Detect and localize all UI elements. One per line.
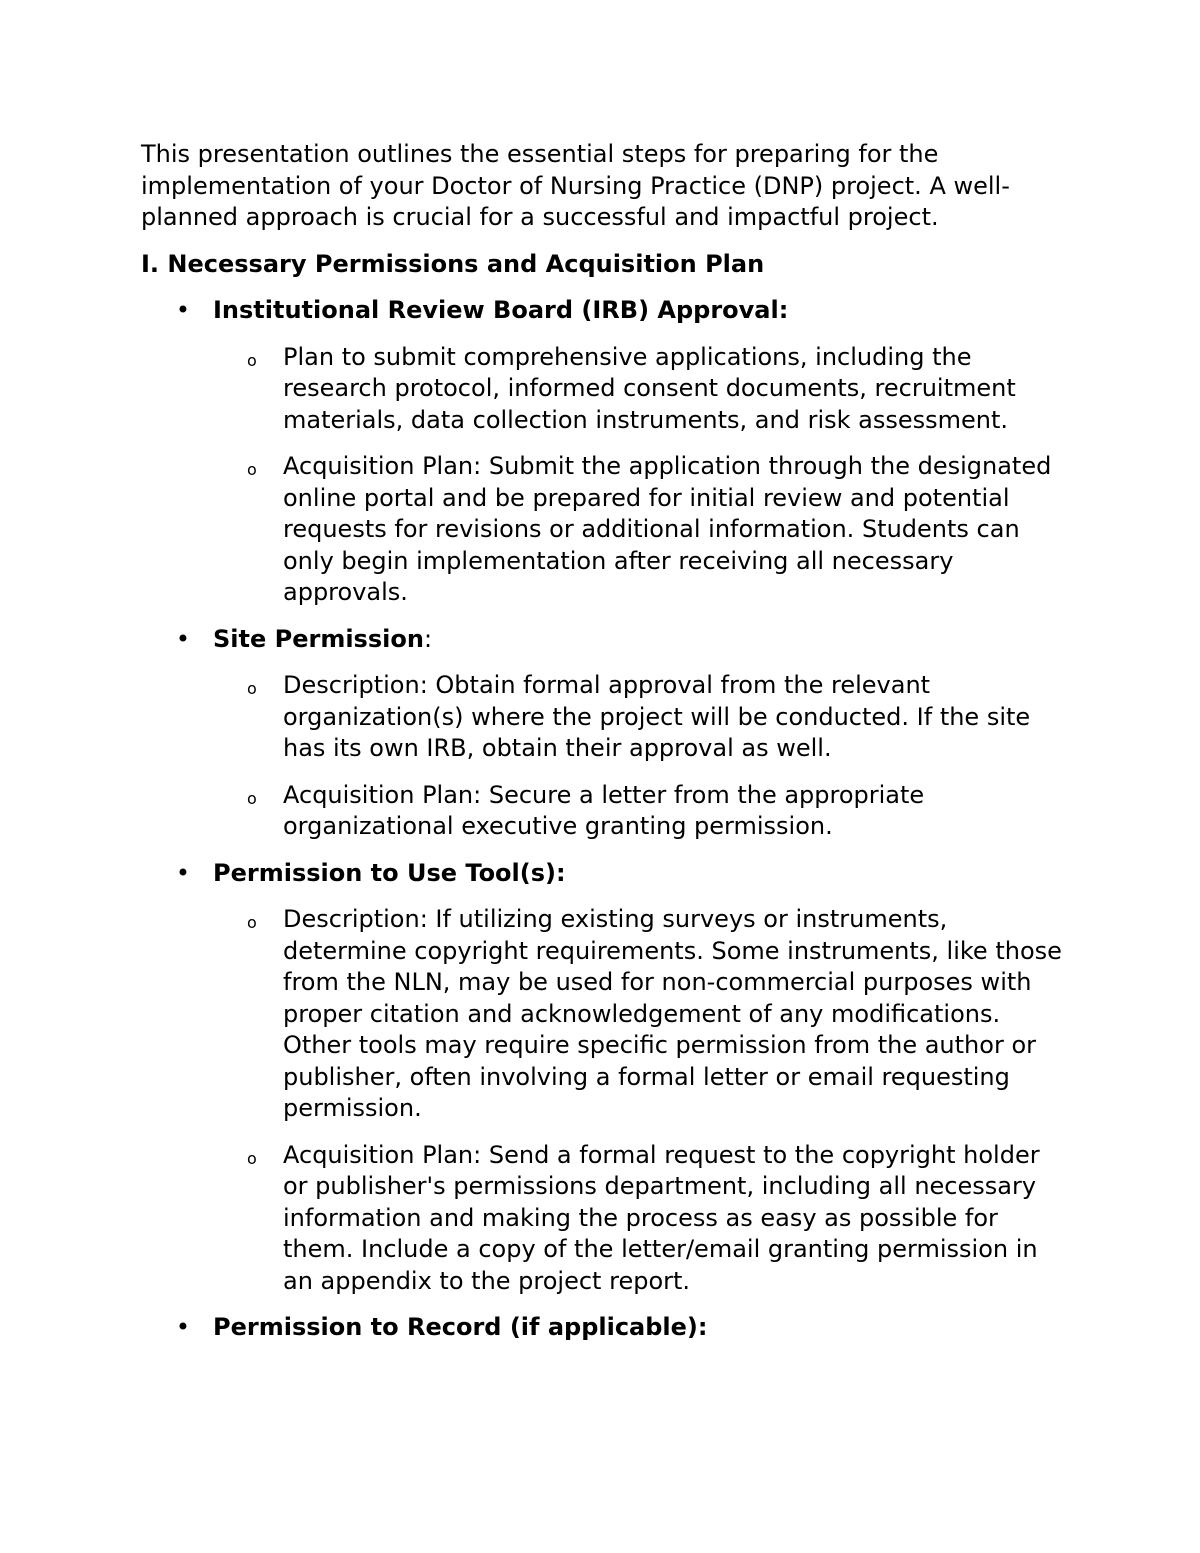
item-title-suffix: : (423, 624, 433, 653)
bullet-icon: • (175, 858, 191, 887)
item-title: Site Permission (213, 624, 424, 653)
sub-item-text: Description: If utilizing existing surveys or instruments, determine copyright requirements. Some instruments, like those from the NLN, may be used for non-commercial purposes with proper citation and acknowledgement of any modifications. Other tools may require specific permission from the author or publisher, often involving a formal letter or email requesting permission. (283, 905, 1062, 1122)
section-heading: I. Necessary Permissions and Acquisition Plan (141, 249, 765, 278)
sub-list-item (213, 342, 1071, 437)
sub-list-item (213, 780, 1071, 843)
sub-list-item (213, 904, 1071, 1125)
circle-bullet-icon: o (247, 460, 257, 479)
sub-list-item (213, 1140, 1071, 1298)
sub-item-text: Description: Obtain formal approval from the relevant organization(s) where the project will be conducted. If the site has its own IRB, obtain their approval as well. (283, 671, 1031, 762)
item-title: Permission to Record (if applicable): (213, 1313, 708, 1341)
sub-item-text: Acquisition Plan: Submit the application through the designated online portal and be prepared for initial review and potential requests for revisions or additional information. Students can only begin implementation after receiving all necessary approvals. (283, 452, 1052, 606)
circle-bullet-icon: o (247, 679, 257, 698)
sub-item-text: Acquisition Plan: Send a formal request to the copyright holder or publisher's permissions department, including all necessary information and making the process as easy as possible for them. Include a copy of the letter/email granting permission in an appendix to the project report. (283, 1140, 1040, 1295)
sub-list (213, 904, 1071, 1297)
circle-bullet-icon: o (247, 913, 257, 932)
circle-bullet-icon: o (247, 788, 257, 808)
item-title: Permission to Use Tool(s): (213, 858, 566, 887)
sub-item-text: Plan to submit comprehensive applications, including the research protocol, informed consent documents, recruitment materials, data collection instruments, and risk assessment. (283, 342, 1016, 434)
list-item-irb-approval (141, 295, 1071, 609)
circle-bullet-icon: o (247, 350, 257, 370)
sub-list (213, 670, 1071, 843)
bullet-icon: • (175, 624, 191, 653)
circle-bullet-icon: o (247, 1148, 257, 1168)
permissions-list (141, 295, 1071, 1344)
sub-list (213, 342, 1071, 609)
bullet-icon: • (175, 296, 191, 324)
bullet-icon: • (175, 1313, 191, 1341)
sub-list-item (213, 670, 1071, 765)
list-item-tool-permission (141, 858, 1071, 1298)
item-title: Institutional Review Board (IRB) Approval: (213, 296, 789, 324)
list-item-record-permission (141, 1312, 1071, 1344)
intro-paragraph: This presentation outlines the essential steps for preparing for the implementation of your Doctor of Nursing Practice (DNP) project. A well-planned approach is crucial for a successful and impactful project. (141, 140, 1010, 231)
list-item-site-permission (141, 624, 1071, 843)
sub-item-text: Acquisition Plan: Secure a letter from the appropriate organizational executive granting permission. (283, 780, 925, 840)
sub-list-item (213, 451, 1071, 609)
document-page (141, 139, 1071, 1359)
